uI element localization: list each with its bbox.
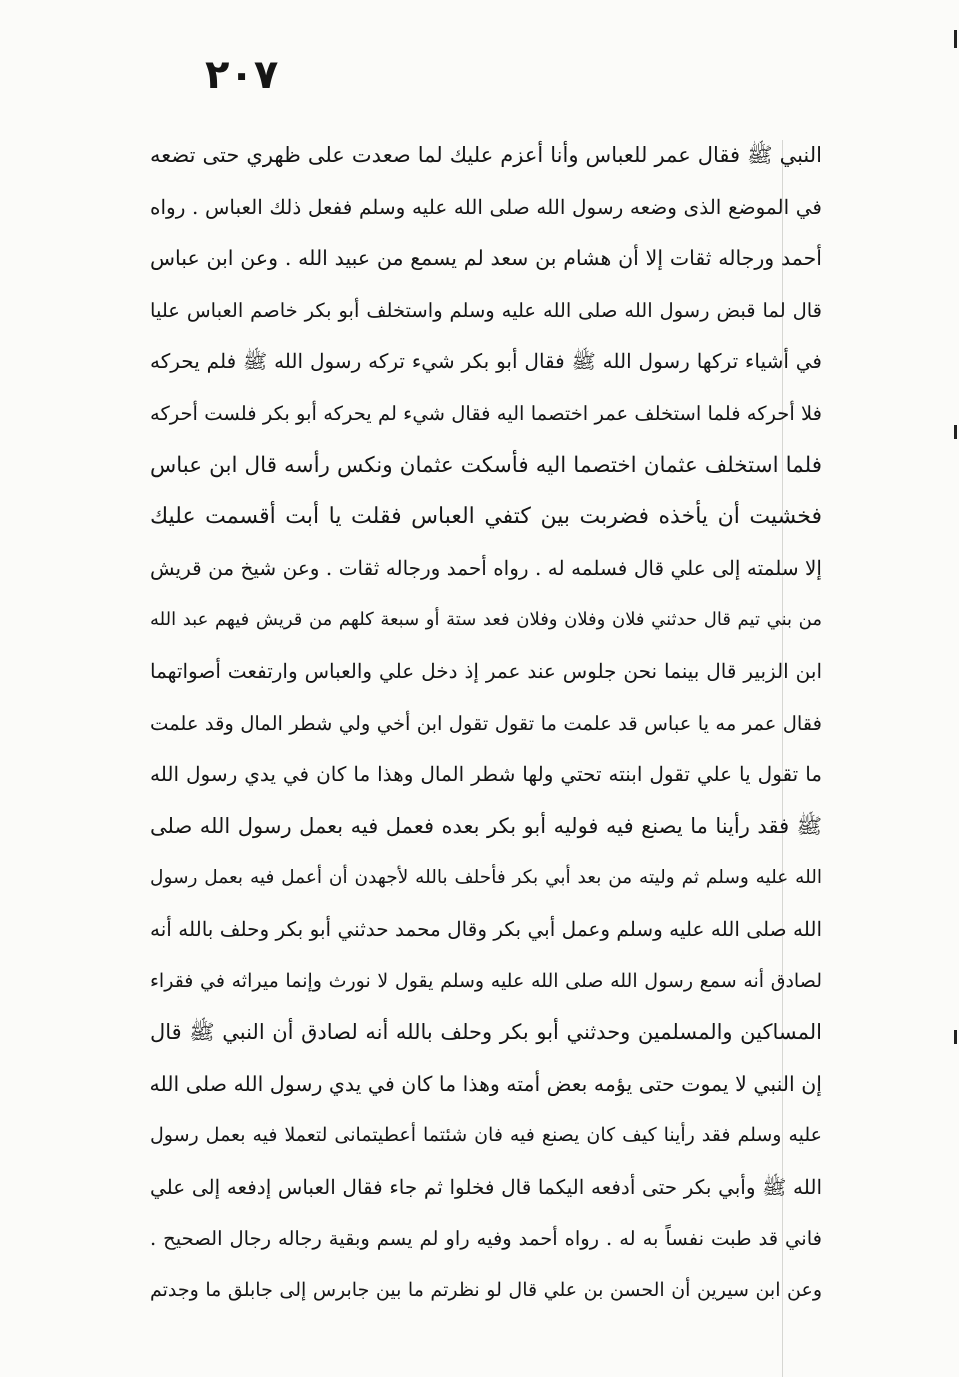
text-line: فقال عمر مه يا عباس قد علمت ما تقول تقول ابن أخي ولي شطر المال وقد علمت	[150, 711, 822, 735]
text-line: الله ﷺ وأبي بكر حتى أدفعه اليكما قال فخلوا ثم جاء فقال العباس إدفعه إلى علي	[150, 1174, 822, 1199]
text-line: النبي ﷺ فقال عمر للعباس وأنا أعزم عليك لما صعدت على ظهري حتى تضعه	[150, 143, 822, 167]
text-line: فلا أحركه فلما استخلف عمر اختصما اليه فقال شيء لم يحركه أبو بكر فلست أحركه	[150, 401, 822, 425]
text-line: أحمد ورجاله ثقات إلا أن هشام بن سعد لم يسمع من عبيد الله . وعن ابن عباس	[150, 246, 822, 271]
text-line: فاني قد طبت نفساً به له . رواه أحمد وفيه راو لم يسم وبقية رجاله رجال الصحيح .	[150, 1227, 822, 1251]
edge-scan-mark	[954, 1030, 957, 1044]
text-line: المساكين والمسلمين وحدثني أبو بكر وحلف بالله أنه لصادق أن النبي ﷺ قال	[150, 1020, 822, 1045]
body-text	[150, 130, 822, 1317]
text-line: الله صلى الله عليه وسلم وعمل أبي بكر وقال محمد حدثني أبو بكر وحلف بالله أنه	[150, 916, 822, 941]
text-line: ابن الزبير قال بينما نحن جلوس عند عمر إذ دخل علي والعباس وارتفعت أصواتهما	[150, 658, 822, 683]
edge-scan-mark	[954, 30, 957, 48]
text-line: ما تقول يا علي تقول ابنته تحتي ولها شطر المال وهذا ما كان في يدي رسول الله	[150, 762, 822, 787]
text-line: في أشياء تركها رسول الله ﷺ فقال أبو بكر شيء تركه رسول الله ﷺ فلم يحركه	[150, 349, 822, 374]
text-line: فلما استخلف عثمان اختصما اليه فأسكت عثمان ونكس رأسه قال ابن عباس	[150, 452, 822, 478]
text-line: قال لما قبض رسول الله صلى الله عليه وسلم واستخلف أبو بكر خاصم العباس عليا	[150, 298, 822, 322]
text-line: في الموضع الذى وضعه رسول الله صلى الله عليه وسلم ففعل ذلك العباس . رواه	[150, 194, 822, 219]
text-line: إلا سلمته إلى علي قال فسلمه له . رواه أحمد ورجاله ثقات . وعن شيخ من قريش	[150, 555, 822, 580]
text-line: ﷺ فقد رأينا ما يصنع فيه فوليه أبو بكر بعده فعمل فيه بعمل رسول الله صلى	[150, 813, 822, 838]
text-line: وعن ابن سيرين أن الحسن بن علي قال لو نظرتم ما بين جابرس إلى جابلق ما وجدتم	[150, 1279, 822, 1302]
text-line: من بني تيم قال حدثني فلان وفلان وفلان فعد ستة أو سبعة كلهم من قريش فيهم عبد الله	[150, 609, 822, 631]
text-line: الله عليه وسلم ثم وليته من بعد أبي بكر فأحلف بالله لأجهدن أن أعمل فيه بعمل رسول	[150, 867, 822, 889]
text-line: لصادق أنه سمع رسول الله صلى الله عليه وسلم يقول لا نورث وإنما ميراثه في فقراء	[150, 969, 822, 992]
page-number: ٢٠٧	[205, 52, 279, 98]
text-line: فخشيت أن يأخذه فضربت بين كتفي العباس فقلت يا أبت أقسمت عليك	[150, 504, 822, 530]
text-line: عليه وسلم فقد رأينا كيف كان يصنع فيه فان شئتما أعطيتمانى لتعملا فيه بعمل رسول	[150, 1124, 822, 1147]
edge-scan-mark	[954, 425, 957, 439]
text-line: إن النبي لا يموت حتى يؤمه بعض أمته وهذا ما كان في يدي رسول الله صلى الله	[150, 1071, 822, 1096]
